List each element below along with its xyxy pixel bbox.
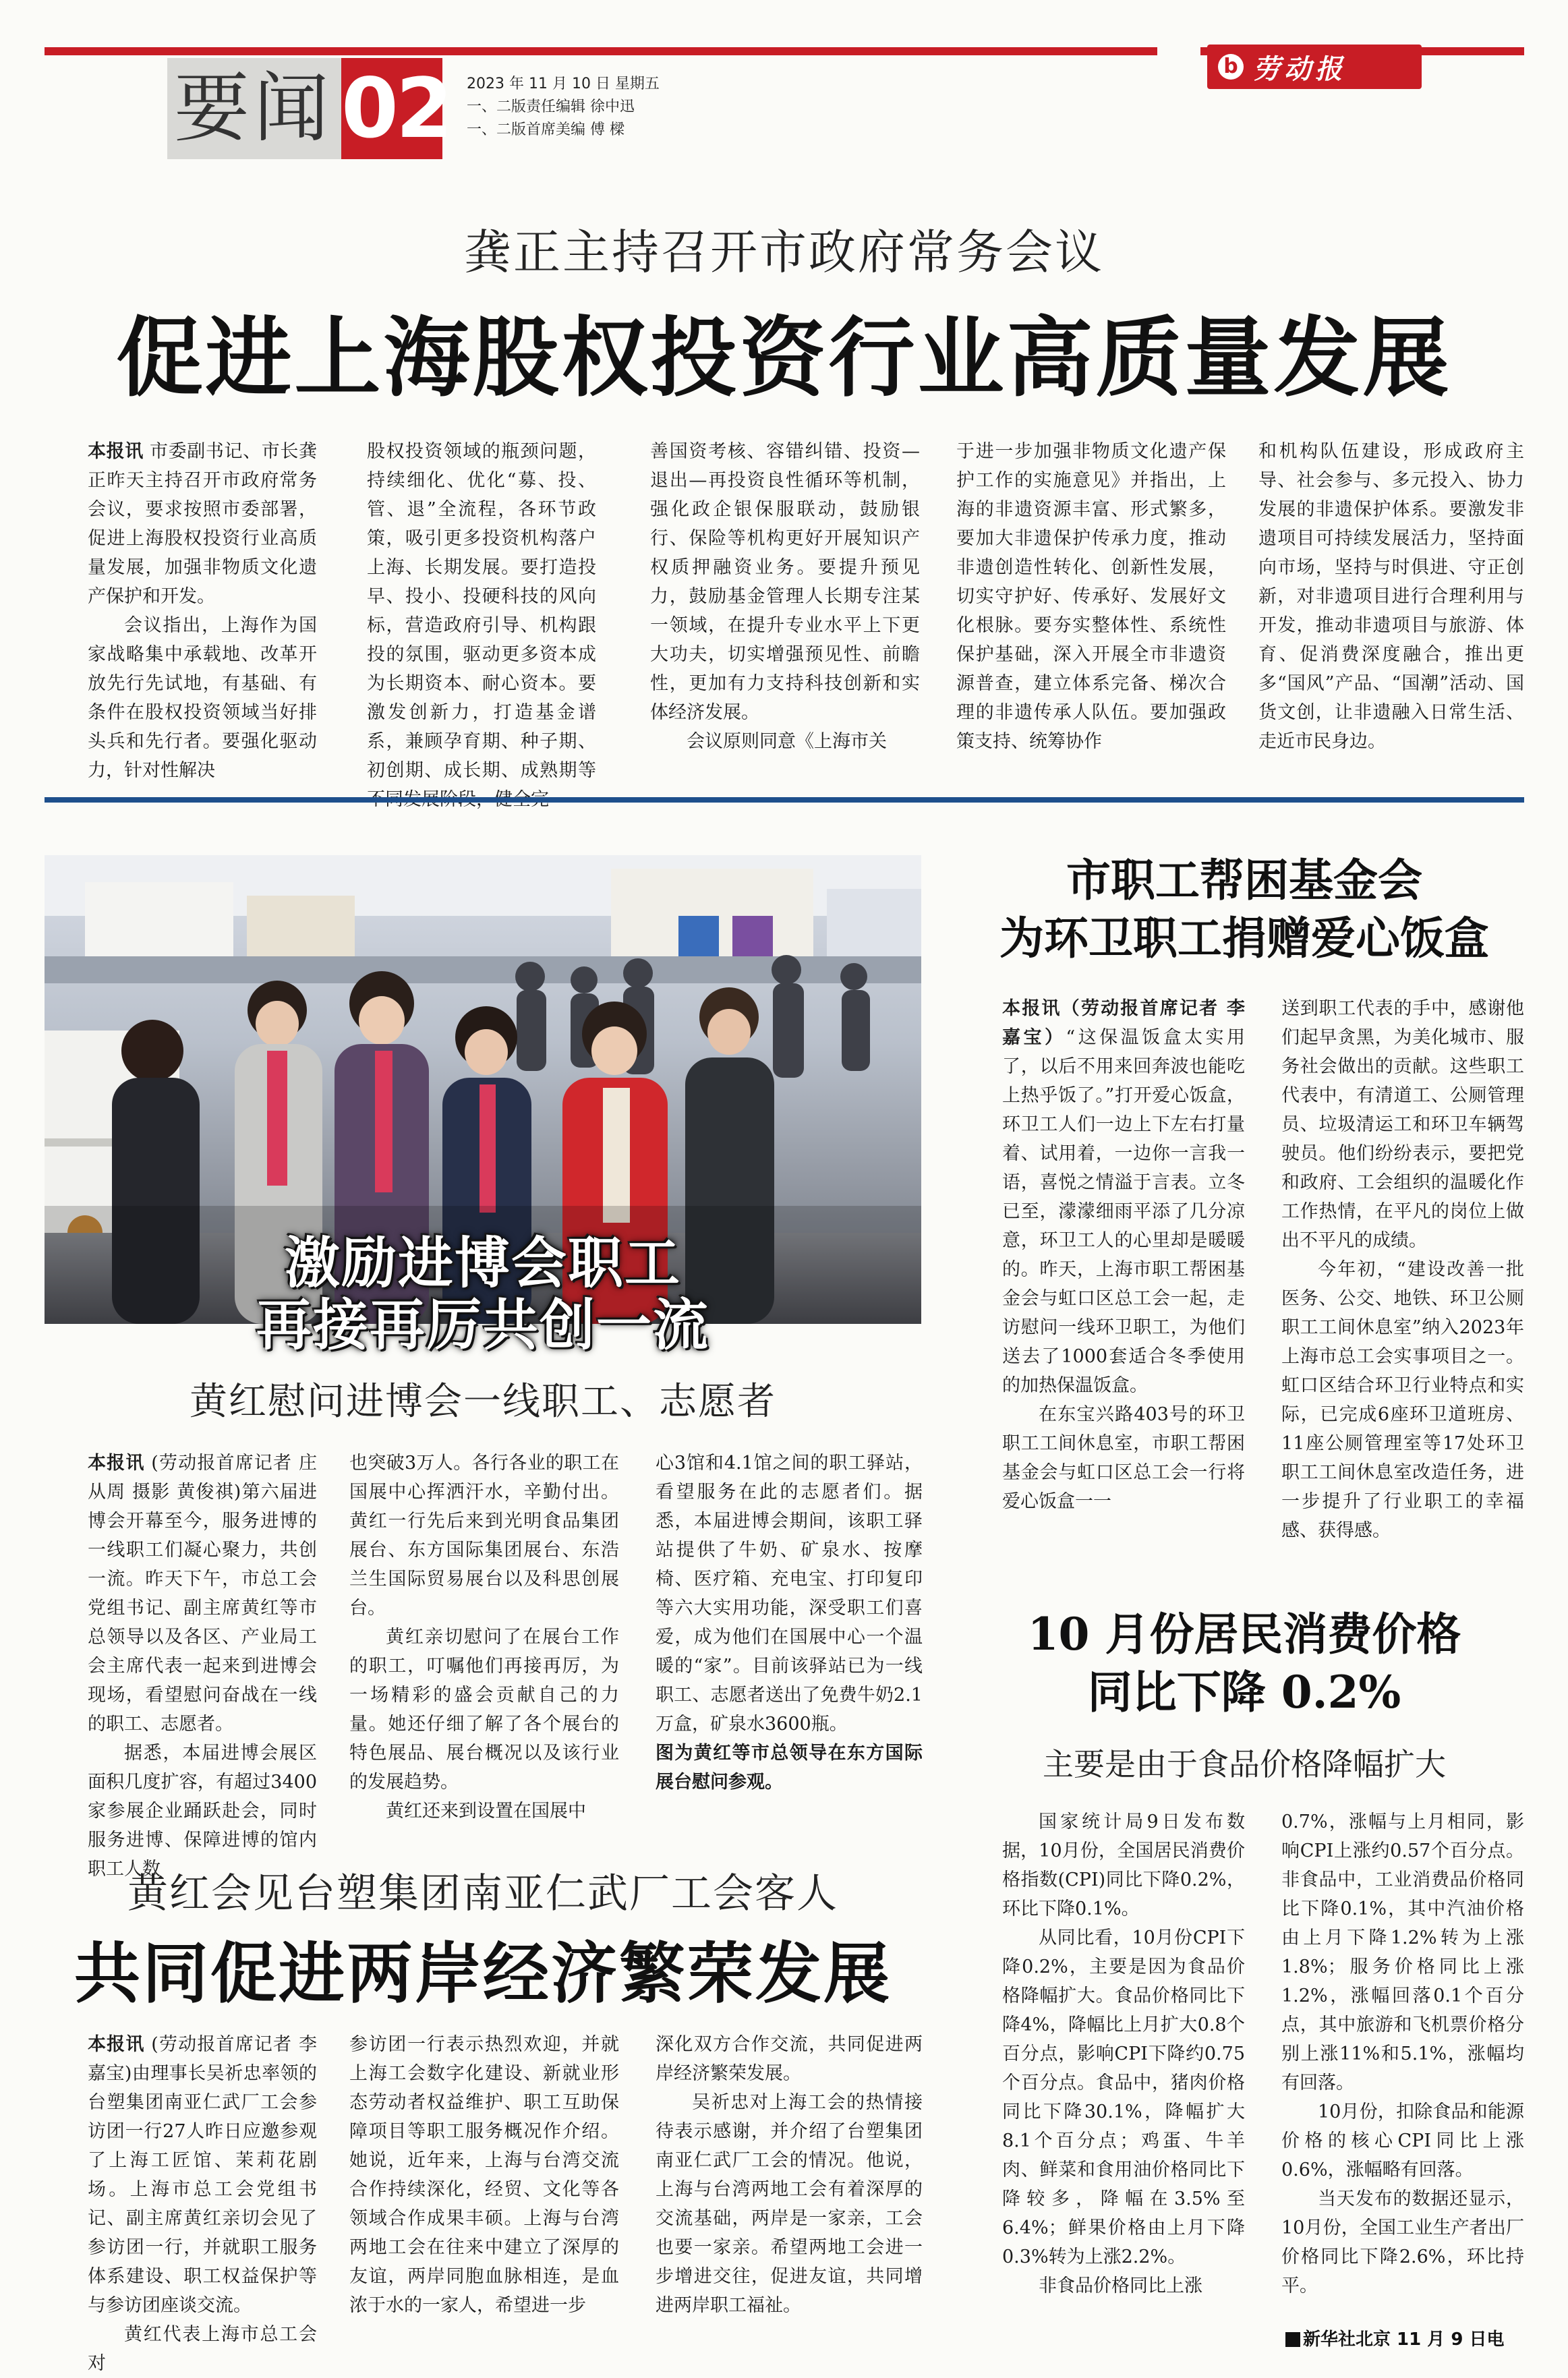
taiwan-column-2 [349, 2030, 619, 2320]
paragraph [656, 1449, 923, 1739]
logo-mark-icon: b [1218, 54, 1244, 80]
lead-column-2 [367, 437, 596, 814]
dateline-tag: 本报讯 [88, 441, 144, 462]
photo-story-subtitle: 黄红慰问进博会一线职工、志愿者 [190, 1380, 776, 1424]
photo-story-column-3 [656, 1449, 923, 1797]
paragraph-text: 吴祈忠对上海工会的热情接待表示感谢，并介绍了台塑集团南亚仁武厂工会的情况。他说，上海与台湾两地工会有着深厚的交流基础，两岸是一家亲，工会也要一家亲。希望两地工会进一步增进交往，促进友谊，共同增进两岸职工福祉。 [656, 2092, 923, 2316]
paragraph [88, 611, 317, 785]
taiwan-headline: 共同促进两岸经济繁荣发展 [74, 1935, 892, 2012]
paragraph-text: 在东宝兴路403号的环卫职工工间休息室，市职工帮困基金会与虹口区总工会一行将爱心饭盒一一 [1002, 1404, 1245, 1512]
taiwan-kicker: 黄红会见台塑集团南亚仁武厂工会客人 [127, 1870, 838, 1917]
lead-headline: 促进上海股权投资行业高质量发展 [116, 308, 1452, 409]
dateline-square-icon [1285, 2332, 1300, 2347]
lead-kicker: 龚正主持召开市政府常务会议 [464, 225, 1104, 280]
paragraph [1002, 1923, 1245, 2271]
paragraph-text: 0.7%，涨幅与上月相同，影响CPI上涨约0.57个百分点。非食品中，工业消费品价格同比下降0.1%，其中汽油价格由上月下降1.2%转为上涨1.8%；服务价格同比上涨1.2%，涨幅回落0.1个百分点，其中旅游和飞机票价格分别上涨11%和5.1%，涨幅均有回落。 [1281, 1811, 1524, 2093]
paragraph-text: 送到职工代表的手中，感谢他们起早贪黑，为美化城市、服务社会做出的贡献。这些职工代表中，有清道工、公厕管理员、垃圾清运工和环卫车辆驾驶员。他们纷纷表示，要把党和政府、工会组织的温暖化作工作热情，在平凡的岗位上做出不平凡的成绩。 [1281, 998, 1524, 1251]
cpi-dateline [1285, 2325, 1504, 2350]
paragraph [1002, 1807, 1245, 1923]
paragraph-text: 股权投资领域的瓶颈问题，持续细化、优化“募、投、管、退”全流程，各环节政策，吸引更多投资机构落户上海、长期发展。要打造投早、投小、投硬科技的风向标，营造政府引导、机构跟投的氛围，驱动更多资本成为长期资本、耐心资本。要激发创新力，打造基金谱系，兼顾孕育期、种子期、初创期、成长期、成熟期等 [367, 441, 596, 781]
newspaper-logo[interactable] [1207, 45, 1422, 89]
masthead-rule [45, 47, 1157, 55]
paragraph-text: (劳动报首席记者 庄从周 摄影 黄俊祺)第六届进博会开幕至今，服务进博的一线职工们凝心聚力，共创一流。昨天下午，市总工会党组书记、副主席黄红等市总领导以及各区、产业局工会主席代表一起来到进博会现场，看望慰问奋战在一线的职工、志愿者。 [88, 1453, 317, 1735]
lead-column-5 [1258, 437, 1524, 756]
paragraph-text: 会议原则同意《上海市关 [687, 731, 887, 752]
paragraph-text: 10月份，扣除食品和能源价格的核心CPI同比上涨0.6%，涨幅略有回落。 [1281, 2101, 1524, 2180]
paragraph-text: 黄红代表上海市总工会对 [88, 2324, 317, 2374]
paragraph [1281, 2097, 1524, 2184]
masthead-meta [467, 73, 660, 142]
lead-column-4 [956, 437, 1226, 756]
paragraph [1281, 1255, 1524, 1545]
designer-credit: 一、二版首席美编 傅 樑 [467, 121, 625, 138]
paragraph [650, 437, 920, 727]
issue-date: 2023 年 11 月 10 日 星期五 [467, 76, 660, 92]
paragraph-text: 非食品价格同比上涨 [1039, 2275, 1202, 2296]
paragraph [1281, 994, 1524, 1255]
taiwan-column-3 [656, 2030, 923, 2320]
section-name: 要闻 [174, 65, 333, 152]
relief-column-1 [1002, 994, 1245, 1516]
paragraph [349, 1623, 619, 1797]
paragraph-text: 会议指出，上海作为国家战略集中承载地、改革开放先行先试地，有基础、有条件在股权投资领域当好排头兵和先行者。要强化驱动力，针对性解决 [88, 615, 317, 781]
relief-column-2 [1281, 994, 1524, 1545]
paragraph [1002, 2271, 1245, 2300]
paragraph-text: 善国资考核、容错纠错、投资—退出—再投资良性循环等机制，强化政企银保服联动，鼓励银行、保险等机构更好开展知识产权质押融资业务。要提升预见力，鼓励基金管理人长期专注某一领域，在提升专业水平上下更大功夫，切实增强预见性、前瞻性，更加有力支持科技创新和实体经济发展。 [650, 441, 920, 723]
paragraph-text: 深化双方合作交流，共同促进两岸经济繁荣发展。 [656, 2034, 923, 2084]
relief-headline-line-1: 市职工帮困基金会 [1066, 854, 1422, 906]
paragraph-text: 今年初，“建设改善一批医务、公交、地铁、环卫公厕职工工间休息室”纳入2023年上海市总工会实事项目之一。虹口区结合环卫行业特点和实际，已完成6座环卫道班房、11座公厕管理室等17处环卫职工工间休息室改造任务，进一步提升了行业职工的幸福感、获得感。 [1281, 1259, 1524, 1541]
dateline-tag: 本报讯 [88, 1453, 145, 1474]
paragraph [1258, 437, 1524, 756]
paragraph [349, 1449, 619, 1623]
photo-title-line-2: 再接再厉共创一流 [256, 1293, 709, 1358]
paragraph-text: 从同比看，10月份CPI下降0.2%，主要是因为食品价格降幅扩大。食品价格同比下降4%，降幅比上月扩大0.8个百分点，影响CPI下降约0.75个百分点。食品中，猪肉价格同比下降30.1%，降幅扩大8.1个百分点；鸡蛋、牛羊肉、鲜菜和食用油价格同比下降较多，降幅在3.5%至6.4%；鲜果价格由上月下降0.3%转为上涨2.2%。 [1002, 1927, 1245, 2267]
photo-story-column-1 [88, 1449, 317, 1884]
page-number: 02 [341, 58, 442, 159]
paragraph-text: 黄红还来到设置在国展中 [386, 1801, 586, 1822]
paragraph [956, 437, 1226, 756]
photo-story-column-2 [349, 1449, 619, 1826]
relief-headline [964, 851, 1524, 967]
paragraph-text: (劳动报首席记者 李嘉宝)由理事长吴祈忠率领的台塑集团南亚仁武厂工会参访团一行27人昨日应邀参观了上海工匠馆、茉莉花剧场。上海市总工会党组书记、副主席黄红亲切会见了参访团一行，并就职工服务体系建设、职工权益保护等与参访团座谈交流。 [88, 2034, 317, 2316]
paragraph-text: 市委副书记、市长龚正昨天主持召开市政府常务会议，要求按照市委部署，促进上海股权投资行业高质量发展，加强非物质文化遗产保护和开发。 [88, 441, 317, 607]
paragraph [88, 2320, 317, 2378]
photo-title-line-1: 激励进博会职工 [284, 1231, 681, 1296]
paragraph-text: 和机构队伍建设，形成政府主导、社会参与、多元投入、协力发展的非遗保护体系。要激发非遗项目可持续发展活力，坚持面向市场，坚持与时俱进、守正创新，对非遗项目进行合理利用与开发，推动非遗项目与旅游、体育、促消费深度融合，推出更多“国风”产品、“国潮”活动、国货文创，让非遗融入日常生活、走近市民身边。 [1258, 441, 1524, 752]
paragraph [367, 437, 596, 814]
paragraph-text: “这保温饭盒太实用了，以后不用来回奔波也能吃上热乎饭了。”打开爱心饭盒，环卫工人们一边上下左右打量着、试用着，一边你一言我一语，喜悦之情溢于言表。立冬已至，濛濛细雨平添了几分凉意，环卫工人的心里却是暖暖的。昨天，上海市职工帮困基金会与虹口区总工会一起，走访慰问一线环卫职工，为他们送去了1000套适合冬季使用的加热保温饭盒。 [1002, 1027, 1245, 1396]
relief-headline-line-2: 为环卫职工捐赠爱心饭盒 [999, 912, 1489, 964]
paragraph-text: 黄红亲切慰问了在展台工作的职工，叮嘱他们再接再厉，为一场精彩的盛会贡献自己的力量。她还仔细了解了各个展台的特色展品、展台概况以及该行业的发展趋势。 [349, 1627, 619, 1793]
paragraph-text: 也突破3万人。各行各业的职工在国展中心挥洒汗水，辛勤付出。黄红一行先后来到光明食品集团展台、东方国际集团展台、东浩兰生国际贸易展台以及科思创展台。 [349, 1453, 619, 1619]
paragraph [349, 1797, 619, 1826]
paragraph [1002, 994, 1245, 1400]
cpi-subtitle: 主要是由于食品价格降幅扩大 [1043, 1746, 1446, 1782]
paragraph-text: 心3馆和4.1馆之间的职工驿站，看望服务在此的志愿者们。据悉，本届进博会期间，该职工驿站提供了牛奶、矿泉水、按摩椅、医疗箱、充电宝、打印复印等六大实用功能，深受职工们喜爱，成为他们在国展中心一个温暖的“家”。目前该驿站已为一线职工、志愿者送出了免费牛奶2.1万盒，矿泉水3600瓶。 [656, 1453, 923, 1735]
paragraph [656, 2030, 923, 2088]
cpi-dateline-text: 新华社北京 11 月 9 日电 [1303, 2329, 1505, 2350]
paragraph-text: 参访团一行表示热烈欢迎，并就上海工会数字化建设、新就业形态劳动者权益维护、职工互助保障项目等职工服务概况作介绍。她说，近年来，上海与台湾交流合作持续深化，经贸、文化等各领域合作成果丰硕。上海与台湾两地工会在往来中建立了深厚的友谊，两岸同胞血脉相连，是血浓于水的一家人，希望进一步 [349, 2034, 619, 2316]
paragraph-text: 国家统计局9日发布数据，10月份，全国居民消费价格指数(CPI)同比下降0.2%，环比下降0.1%。 [1002, 1811, 1245, 1919]
logo-text: 劳动报 [1253, 53, 1346, 85]
photo-caption: 图为黄红等市总领导在东方国际展台慰问参观。 [656, 1743, 923, 1793]
editor-credit: 一、二版责任编辑 徐中迅 [467, 98, 635, 115]
paragraph [656, 2088, 923, 2320]
paragraph [349, 2030, 619, 2320]
paragraph [1002, 1400, 1245, 1516]
paragraph-text: 当天发布的数据还显示，10月份，全国工业生产者出厂价格同比下降2.6%，环比持平。 [1281, 2188, 1524, 2296]
paragraph [650, 727, 920, 756]
lead-column-1 [88, 437, 317, 785]
cpi-column-2 [1281, 1807, 1524, 2300]
cpi-headline [964, 1605, 1524, 1721]
lead-column-3 [650, 437, 920, 756]
paragraph [88, 437, 317, 611]
paragraph [88, 1449, 317, 1739]
paragraph [1281, 2184, 1524, 2300]
paragraph [88, 2030, 317, 2320]
cpi-headline-line-1: 10 月份居民消费价格 [1027, 1608, 1461, 1660]
cpi-column-1 [1002, 1807, 1245, 2300]
dateline-tag: 本报讯（劳动报首席记者 李嘉宝） [1002, 998, 1245, 1048]
dateline-tag: 本报讯 [88, 2034, 145, 2055]
paragraph-text: 据悉，本届进博会展区面积几度扩容，有超过3400家参展企业踊跃赴会，同时服务进博、保障进博的馆内职工人数 [88, 1743, 317, 1880]
section-divider [45, 797, 1524, 803]
taiwan-column-1 [88, 2030, 317, 2378]
paragraph [1281, 1807, 1524, 2097]
paragraph-text: 于进一步加强非物质文化遗产保护工作的实施意见》并指出，上海的非遗资源丰富、形式繁多，要加大非遗保护传承力度，推动非遗创造性转化、创新性发展，切实守护好、传承好、发展好文化根脉。要夯实整体性、系统性保护基础，深入开展全市非遗资源普查，建立体系完备、梯次合理的非遗传承人队伍。要加强政策支持、统筹协作 [956, 441, 1226, 752]
cpi-headline-line-2: 同比下降 0.2% [1087, 1666, 1401, 1718]
